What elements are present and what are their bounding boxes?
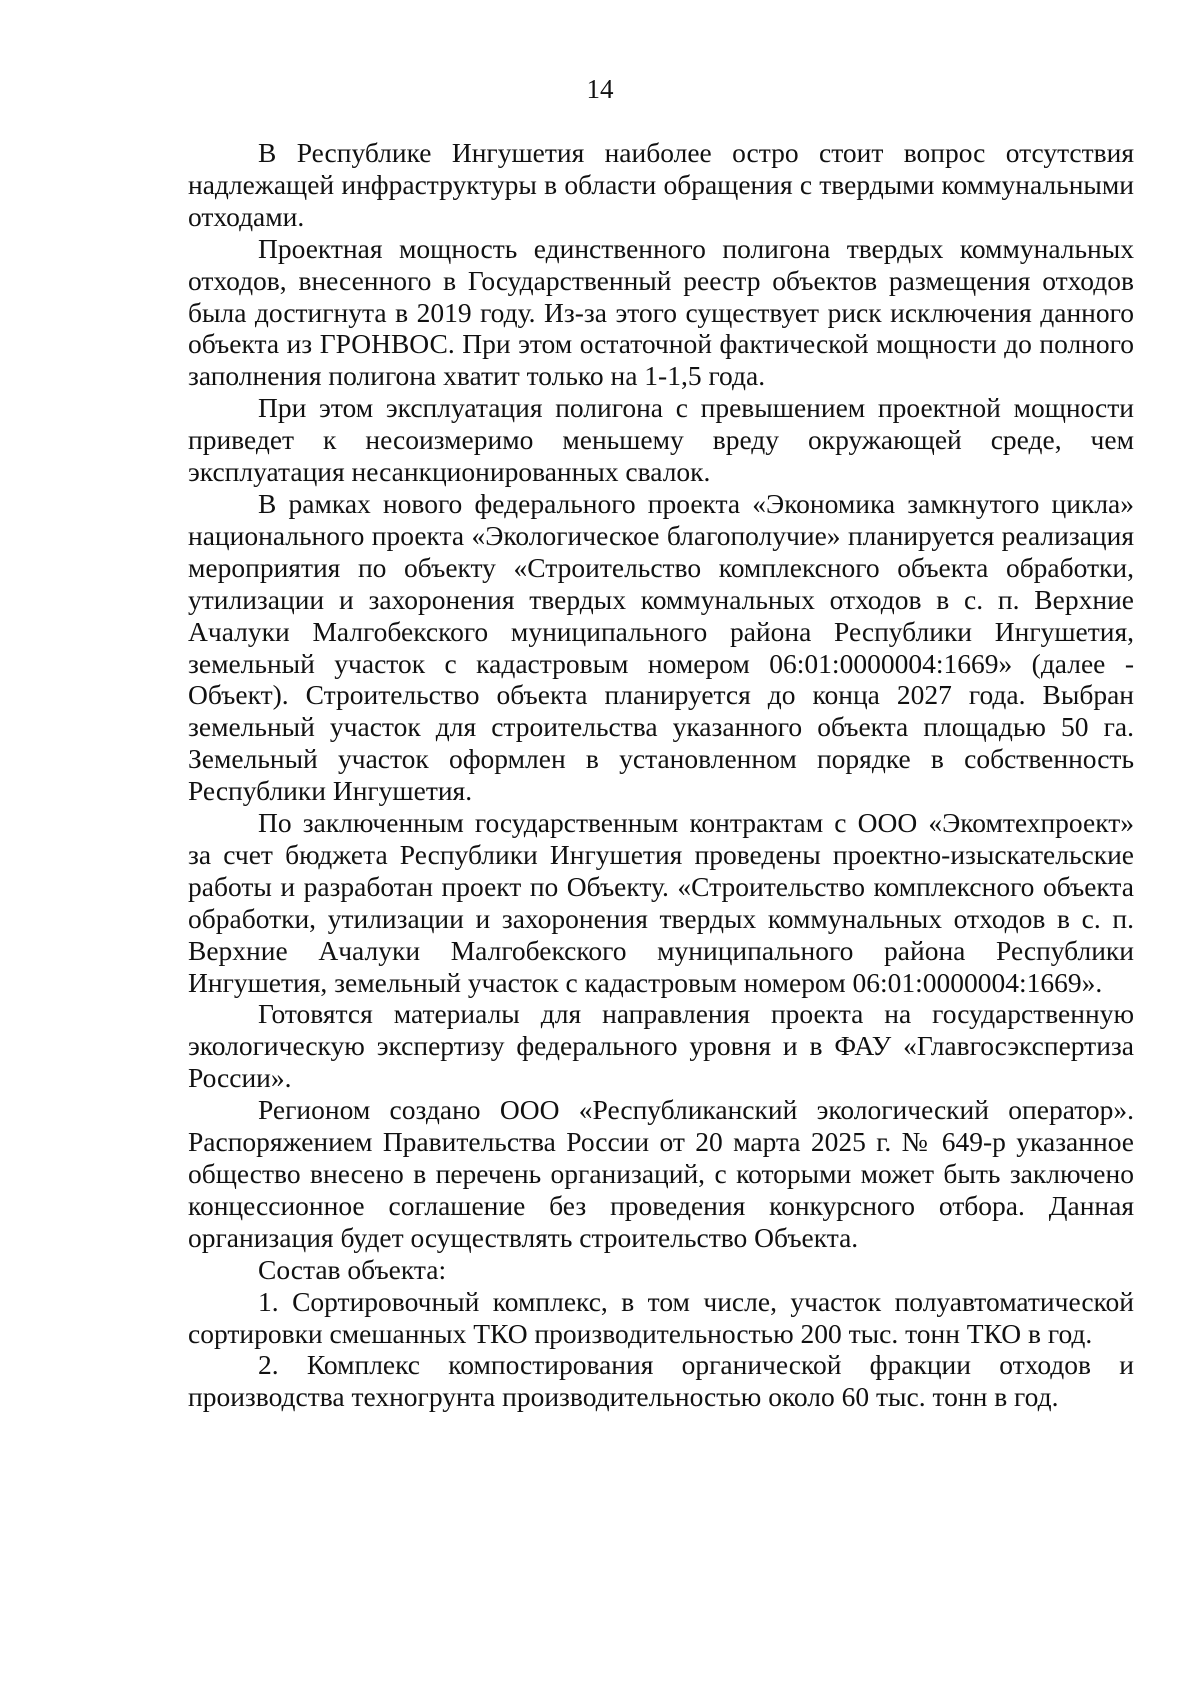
page-number: 14 (586, 74, 614, 104)
paragraph-contracts: По заключенным государственным контрактам с ООО «Экомтехпроект» за счет бюджета Республики Ингушетия проведены проектно-изыскательские работы и разработан проект по Объекту. «Строительство комплексного объекта обработки, утилизации и захоронения твердых коммунальных отходов в с. п. Верхние Ачалуки Малгобекского муниципального района Республики Ингушетия, земельный участок с кадастровым номером 06:01:0000004:1669». (188, 807, 1134, 998)
list-item-composting-complex: 2. Комплекс компостирования органической фракции отходов и производства техногрунта производительностью около 60 тыс. тонн в год. (188, 1349, 1134, 1413)
paragraph-object-composition-heading: Состав объекта: (258, 1253, 447, 1285)
paragraph-infrastructure-problem: В Республике Ингушетия наиболее остро стоит вопрос отсутствия надлежащей инфраструктуры в области обращения с твердыми коммунальными отходами. (188, 137, 1134, 232)
paragraph-landfill-capacity: Проектная мощность единственного полигона твердых коммунальных отходов, внесенного в Государственный реестр объектов размещения отходов была достигнута в 2019 году. Из-за этого существует риск исключения данного объекта из ГРОНВОС. При этом остаточной фактической мощности до полного заполнения полигона хватит только на 1-1,5 года. (188, 232, 1134, 392)
document-body (188, 137, 1134, 1413)
paragraph-regional-operator: Регионом создано ООО «Республиканский экологический оператор». Распоряжением Правительства России от 20 марта 2025 г. № 649-р указанное общество внесено в перечень организаций, с которыми может быть заключено концессионное соглашение без проведения конкурсного отбора. Данная организация будет осуществлять строительство Объекта. (188, 1094, 1134, 1253)
paragraph-landfill-exploitation: При этом эксплуатация полигона с превышением проектной мощности приведет к несоизмеримо меньшему вреду окружающей среде, чем эксплуатация несанкционированных свалок. (188, 392, 1134, 488)
list-item-sorting-complex: 1. Сортировочный комплекс, в том числе, участок полуавтоматической сортировки смешанных ТКО производительностью 200 тыс. тонн ТКО в год. (188, 1285, 1134, 1349)
paragraph-expertise: Готовятся материалы для направления проекта на государственную экологическую экспертизу федерального уровня и в ФАУ «Главгосэкспертиза России». (188, 998, 1134, 1094)
paragraph-federal-project: В рамках нового федерального проекта «Экономика замкнутого цикла» национального проекта «Экологическое благополучие» планируется реализация мероприятия по объекту «Строительство комплексного объекта обработки, утилизации и захоронения твердых коммунальных отходов в с. п. Верхние Ачалуки Малгобекского муниципального района Республики Ингушетия, земельный участок с кадастровым номером 06:01:0000004:1669» (далее - Объект). Строительство объекта планируется до конца 2027 года. Выбран земельный участок для строительства указанного объекта площадью 50 га. Земельный участок оформлен в установленном порядке в собственность Республики Ингушетия. (188, 487, 1134, 807)
